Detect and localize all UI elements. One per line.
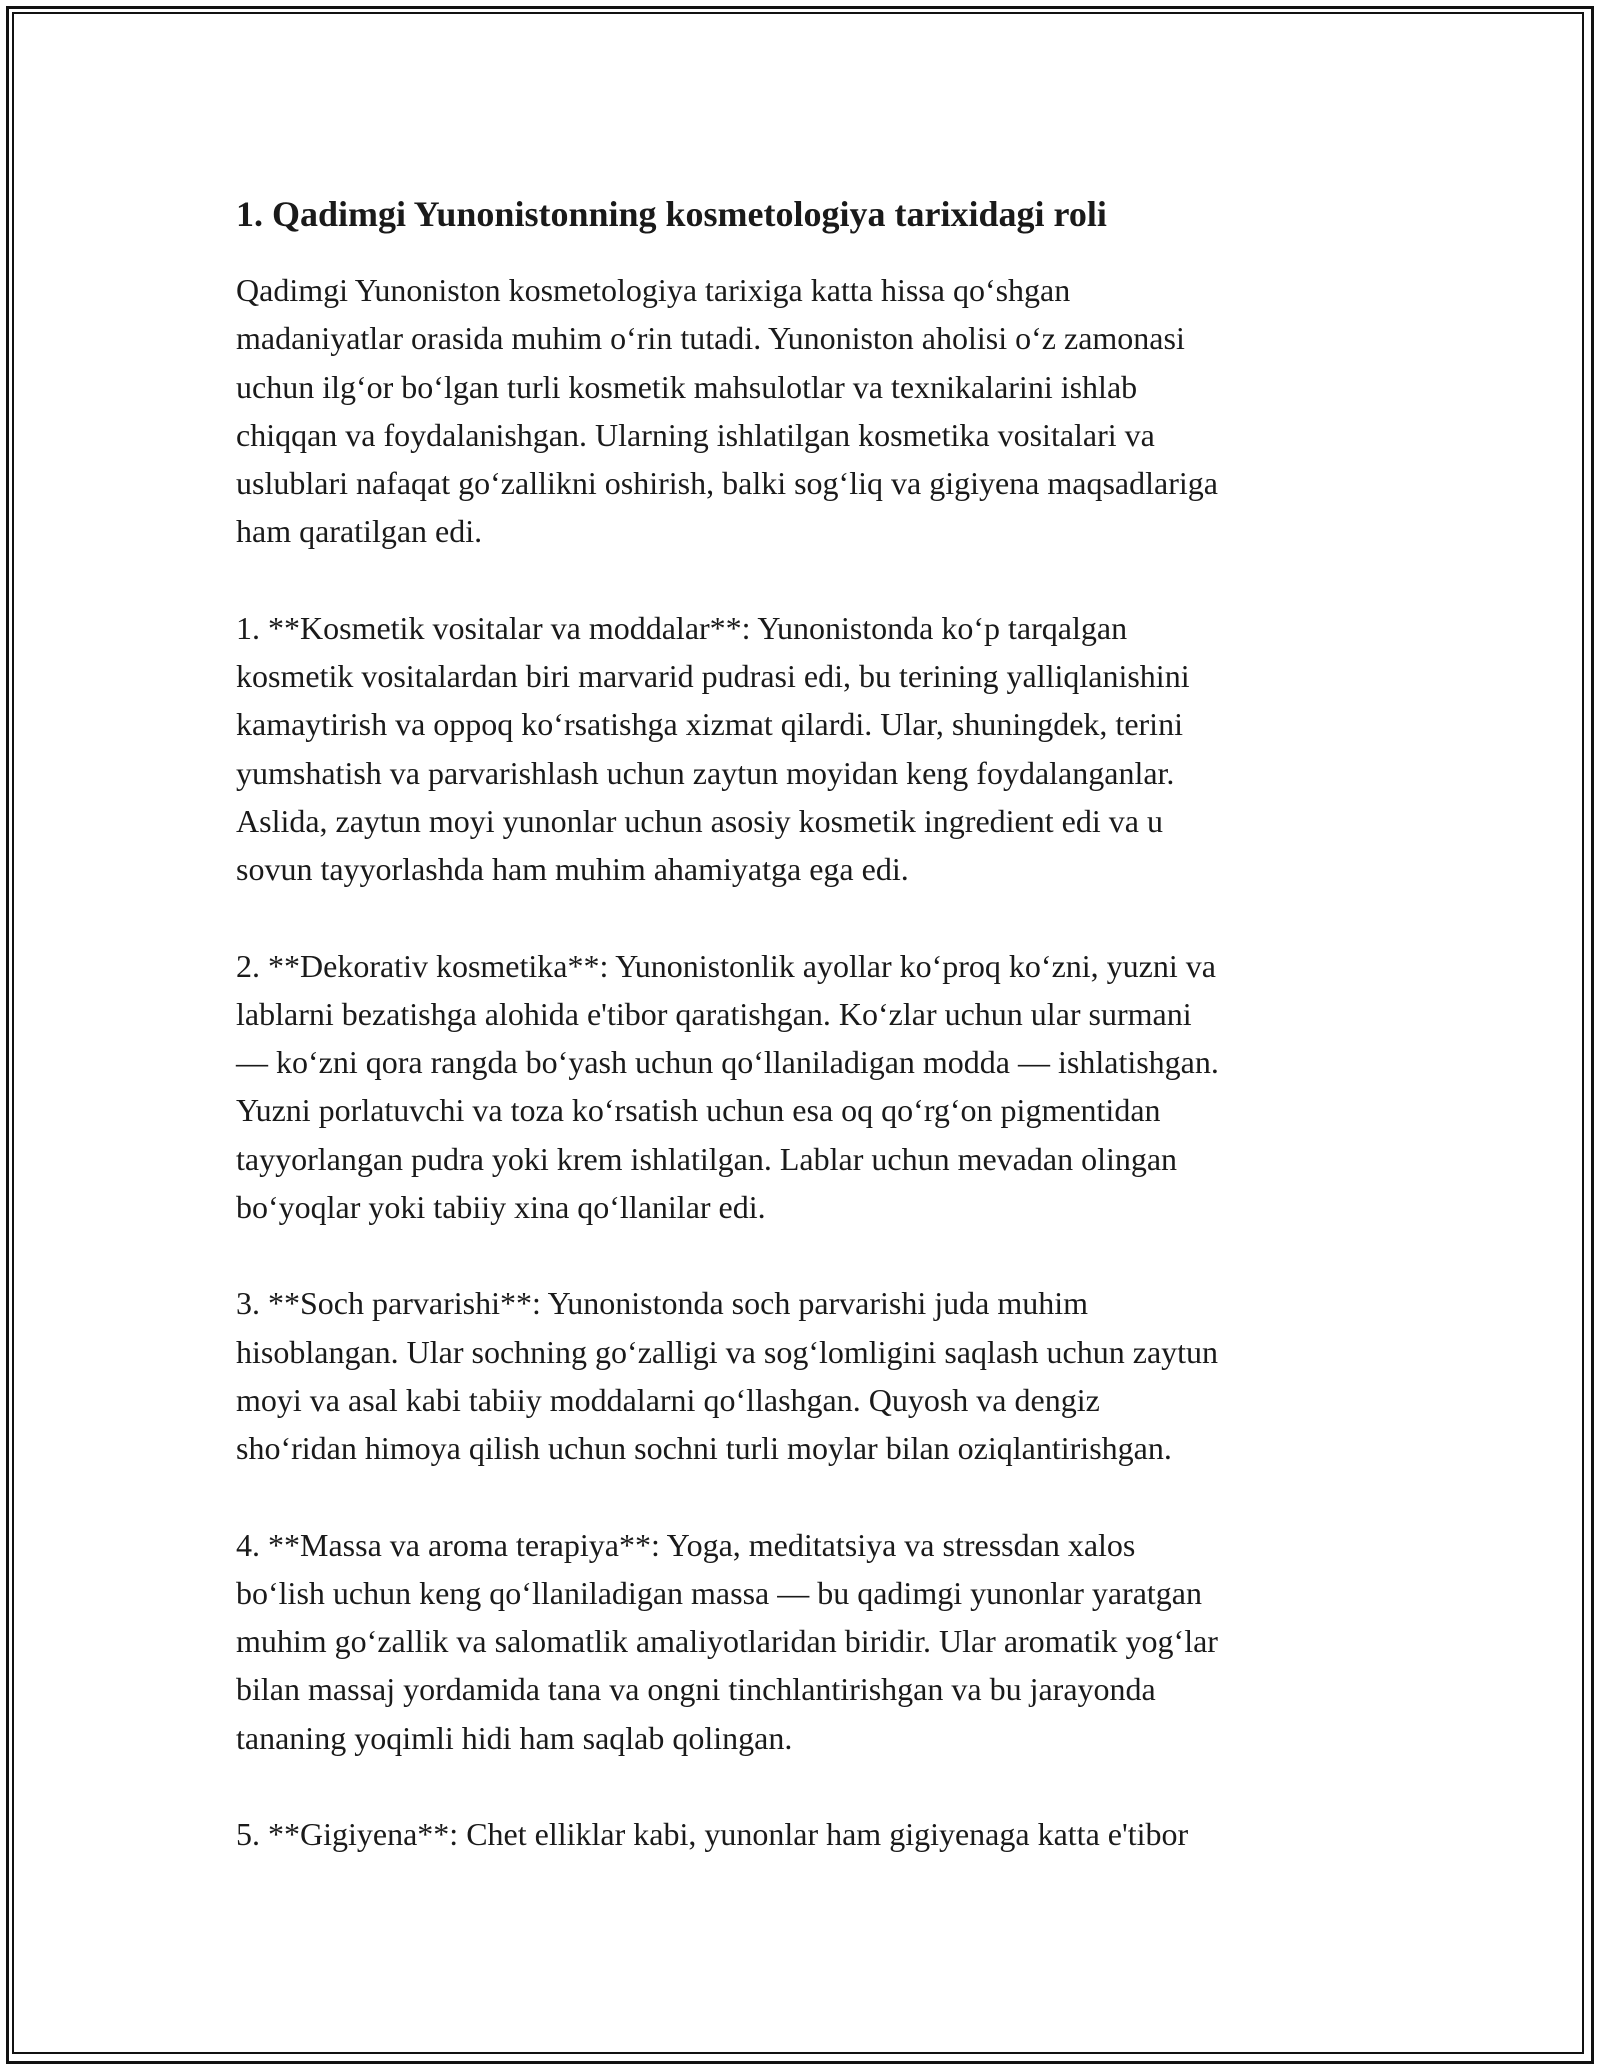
paragraph-hair-care: 3. **Soch parvarishi**: Yunonistonda soch parvarishi juda muhim hisoblangan. Ular sochning go‘zalligi va sog‘lomligini saqlash uchun zaytun moyi va asal kabi tabiiy moddalarni qo‘llashgan. Quyosh va dengiz sho‘ridan himoya qilish uchun sochni turli moylar bilan oziqlantirishgan. [236, 1285, 1219, 1467]
paragraph-massage-aroma: 4. **Massa va aroma terapiya**: Yoga, meditatsiya va stressdan xalos bo‘lish uchun keng qo‘llaniladigan massa — bu qadimgi yunonlar yaratgan muhim go‘zallik va salomatlik amaliyotlaridan biridir. Ular aromatik yog‘lar bilan massaj yordamida tana va ongni tinchlantirishgan va bu jarayonda tananing yoqimli hidi ham saqlab qolingan. [236, 1526, 1218, 1756]
paragraph-hygiene: 5. **Gigiyena**: Chet elliklar kabi, yunonlar ham gigiyenaga katta e'tibor [236, 1816, 1189, 1853]
document-page [236, 186, 1386, 1906]
document-title: 1. Qadimgi Yunonistonning kosmetologiya tarixidagi roli [236, 194, 1107, 234]
intro-paragraph: Qadimgi Yunoniston kosmetologiya tarixiga katta hissa qo‘shgan madaniyatlar orasida muhim o‘rin tutadi. Yunoniston aholisi o‘z zamonasi uchun ilg‘or bo‘lgan turli kosmetik mahsulotlar va texnikalarini ishlab chiqqan va foydalanishgan. Ularning ishlatilgan kosmetika vositalari va uslublari nafaqat go‘zallikni oshirish, balki sog‘liq va gigiyena maqsadlariga ham qaratilgan edi. [236, 272, 1218, 550]
paragraph-cosmetic-tools: 1. **Kosmetik vositalar va moddalar**: Yunonistonda ko‘p tarqalgan kosmetik vositalardan biri marvarid pudrasi edi, bu terining yalliqlanishini kamaytirish va oppoq ko‘rsatishga xizmat qilardi. Ular, shuningdek, terini yumshatish va parvarishlash uchun zaytun moyidan keng foydalanganlar. Aslida, zaytun moyi yunonlar uchun asosiy kosmetik ingredient edi va u sovun tayyorlashda ham muhim ahamiyatga ega edi. [236, 609, 1190, 888]
paragraph-decorative-cosmetics: 2. **Dekorativ kosmetika**: Yunonistonlik ayollar ko‘proq ko‘zni, yuzni va lablarni bezatishga alohida e'tibor qaratishgan. Ko‘zlar uchun ular surmani — ko‘zni qora rangda bo‘yash uchun qo‘llaniladigan modda — ishlatishgan. Yuzni porlatuvchi va toza ko‘rsatish uchun esa oq qo‘rg‘on pigmentidan tayyorlangan pudra yoki krem ishlatilgan. Lablar uchun mevadan olingan bo‘yoqlar yoki tabiiy xina qo‘llanilar edi. [236, 947, 1219, 1226]
